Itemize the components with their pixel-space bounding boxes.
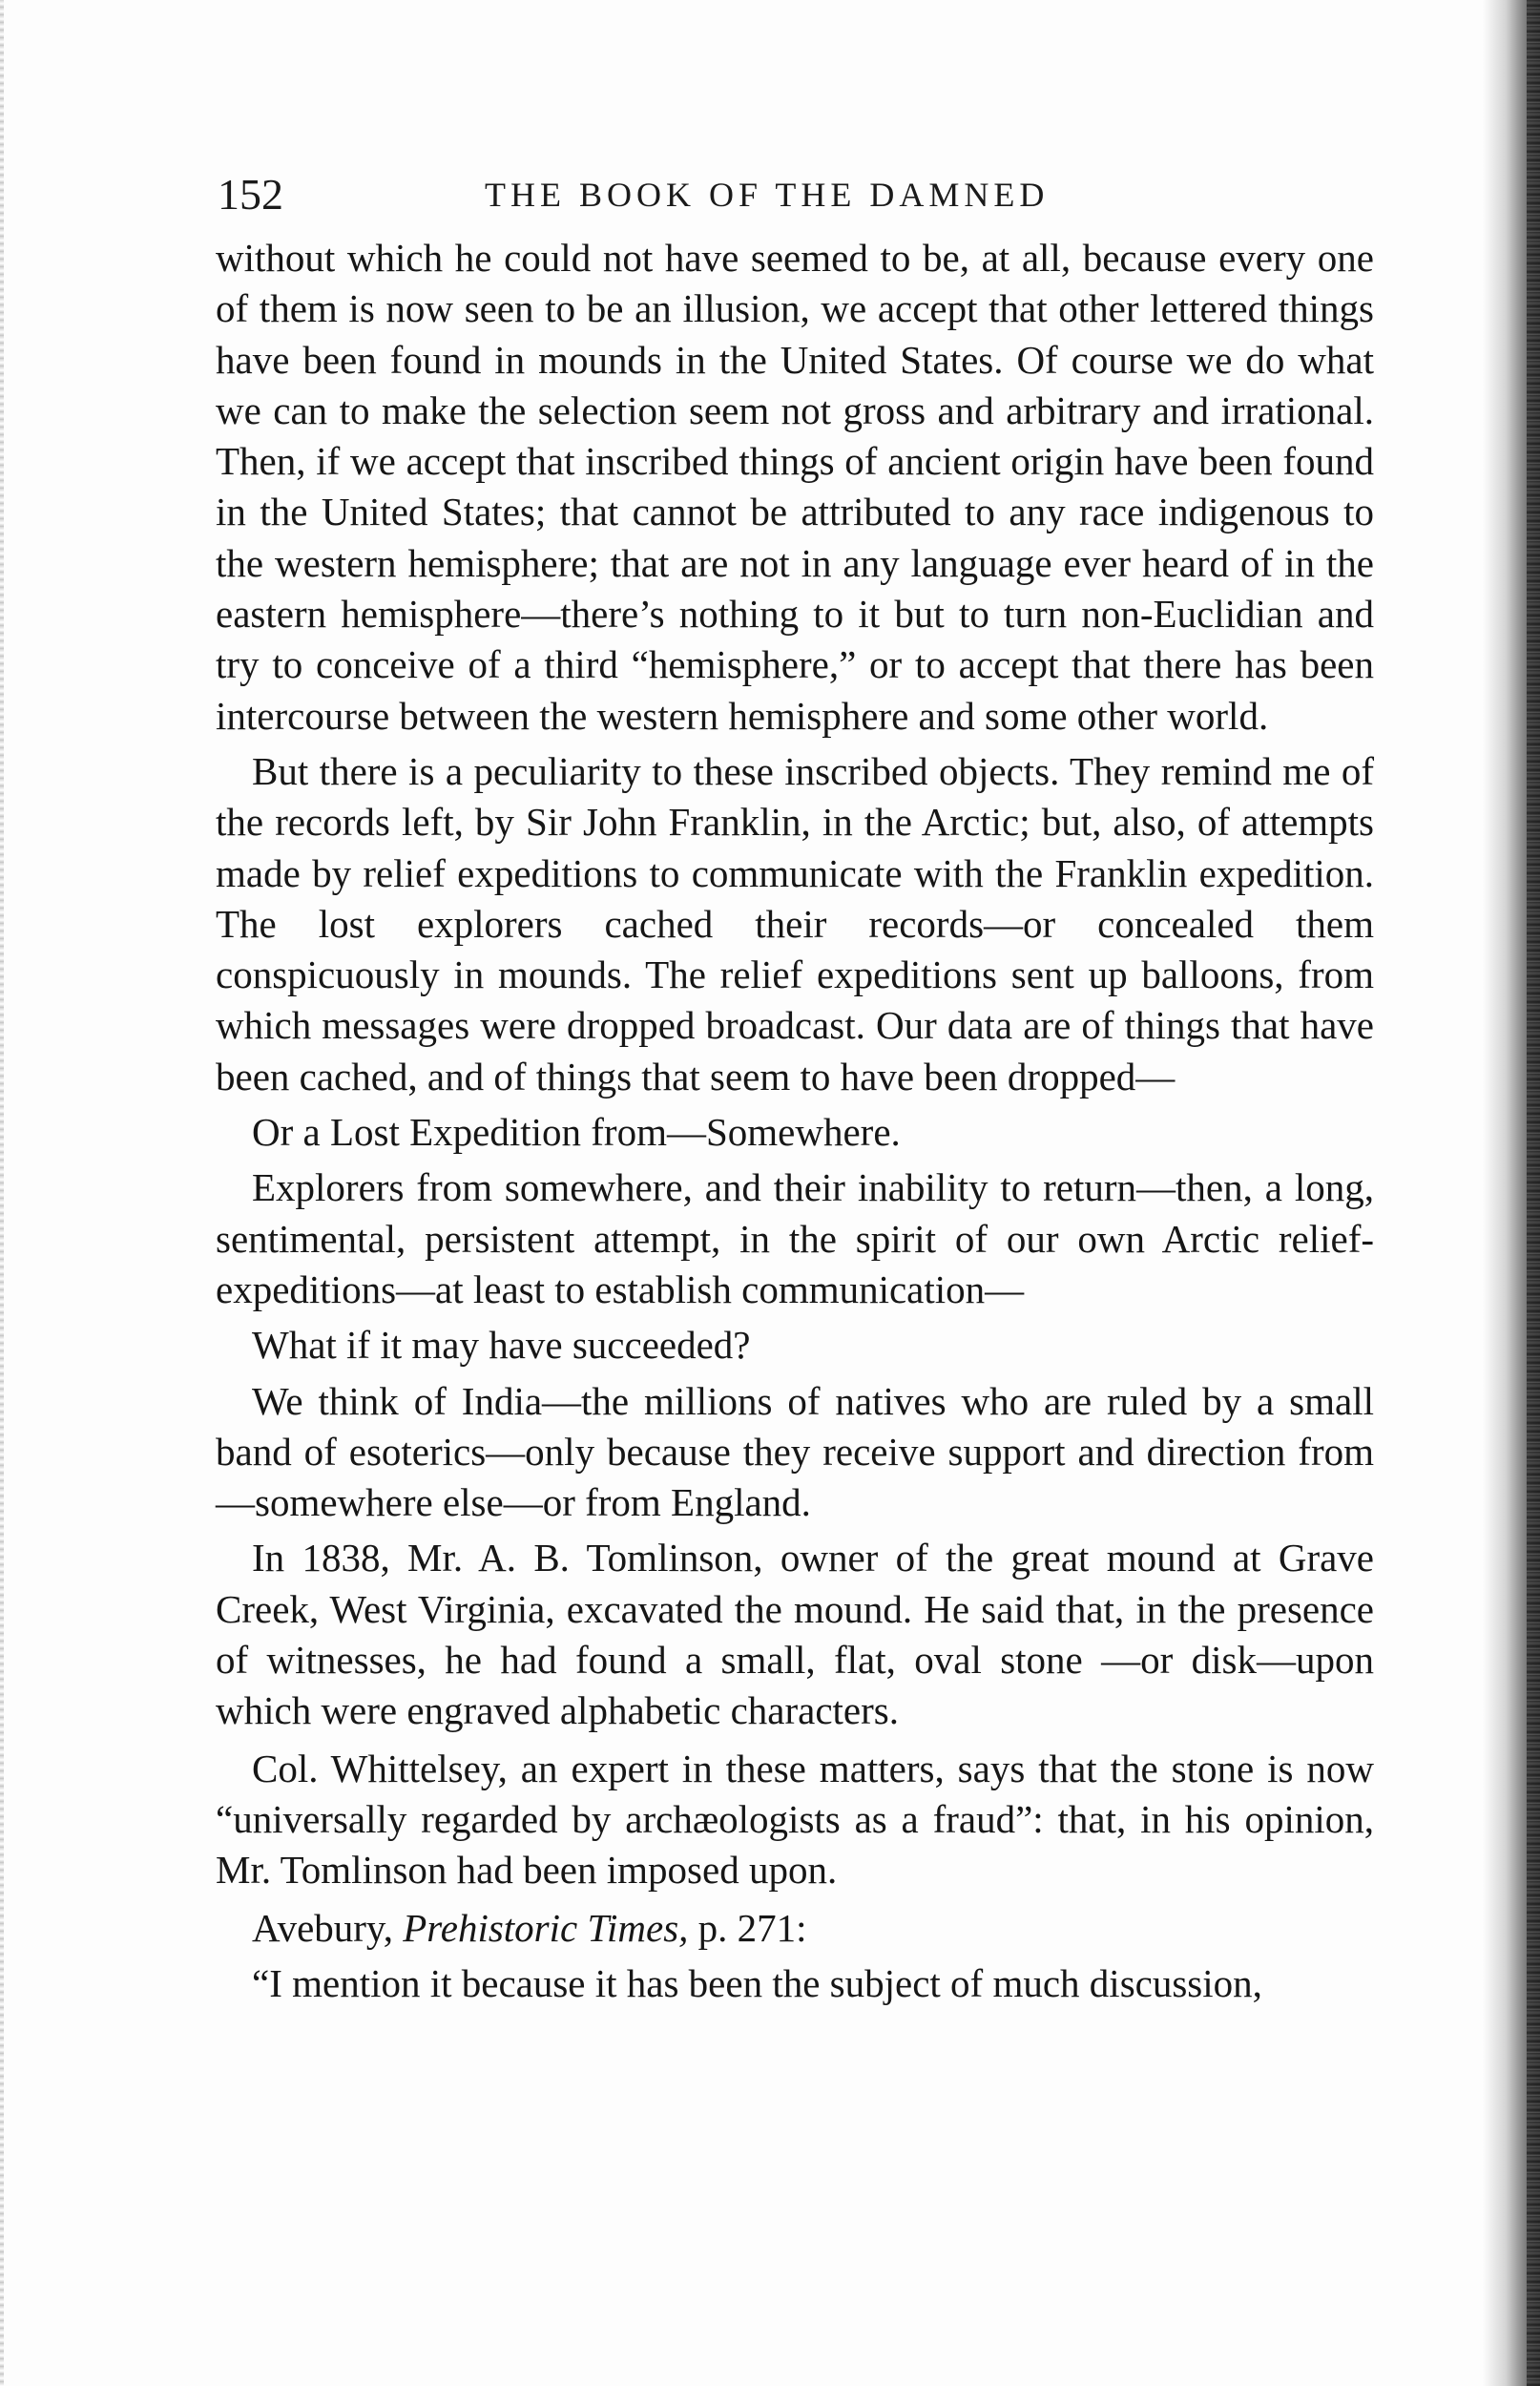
paragraph: Explorers from somewhere, and their inability to return—then, a long, sentimental, persistent attempt, in the spirit of our own Arctic relief-expeditions—at least to establish communication— xyxy=(216,1165,1374,1311)
citation-paragraph xyxy=(216,1903,1374,1954)
paragraph: What if it may have succeeded? xyxy=(252,1323,751,1368)
citation-title: Prehistoric Times, xyxy=(403,1905,689,1950)
paragraph: In 1838, Mr. A. B. Tomlinson, owner of the great mound at Grave Creek, West Virginia, excavated the mound. He said that, in the presence of witnesses, he had found a small, flat, oval stone —or disk—upon which were engraved alphabetic characters. xyxy=(216,1536,1374,1733)
page-number: 152 xyxy=(218,170,283,219)
paragraph: But there is a peculiarity to these inscribed objects. They remind me of the records left, by Sir John Franklin, in the Arctic; but, also, of attempts made by relief expeditions to communicate with the Franklin expedition. The lost explorers cached their records—or concealed them conspicuously in mounds. The relief expeditions sent up balloons, from which messages were dropped broadcast. Our data are of things that have been cached, and of things that seem to have been dropped— xyxy=(216,748,1374,1099)
paragraph: We think of India—the millions of natives who are ruled by a small band of esoterics—only because they receive support and direction from—somewhere else—or from England. xyxy=(216,1378,1374,1525)
running-title: THE BOOK OF THE DAMNED xyxy=(485,176,1050,214)
citation-author: Avebury, xyxy=(252,1905,404,1950)
page-header xyxy=(218,166,1343,223)
page-left-edge xyxy=(0,0,4,2386)
paragraph: Col. Whittelsey, an expert in these matters, says that the stone is now “universally regarded by archæologists as a fraud”: that, in his opinion, Mr. Tomlinson had been imposed upon. xyxy=(216,1746,1374,1893)
quotation-paragraph: “I mention it because it has been the subject of much discussion, xyxy=(252,1960,1262,2005)
page-binding-shadow xyxy=(1483,0,1540,2386)
body-text xyxy=(216,233,1374,2009)
paragraph: Or a Lost Expedition from—Somewhere. xyxy=(252,1110,901,1155)
citation-page: p. 271: xyxy=(688,1905,807,1950)
paragraph: without which he could not have seemed to be, at all, because every one of them is now seen to be an illusion, we accept that other lettered things have been found in mounds in the United States. Of course we do what we can to make the selection seem not gross and arbitrary and irrational. Then, if we accept that inscribed things of ancient origin have been found in the United States; that cannot be attributed to any race indigenous to the western hemisphere; that are not in any language ever heard of in the eastern hemisphere—there’s nothing to it but to turn non-Euclidian and try to conceive of a third “hemisphere,” or to accept that there has been intercourse between the western hemisphere and some other world. xyxy=(216,236,1374,738)
